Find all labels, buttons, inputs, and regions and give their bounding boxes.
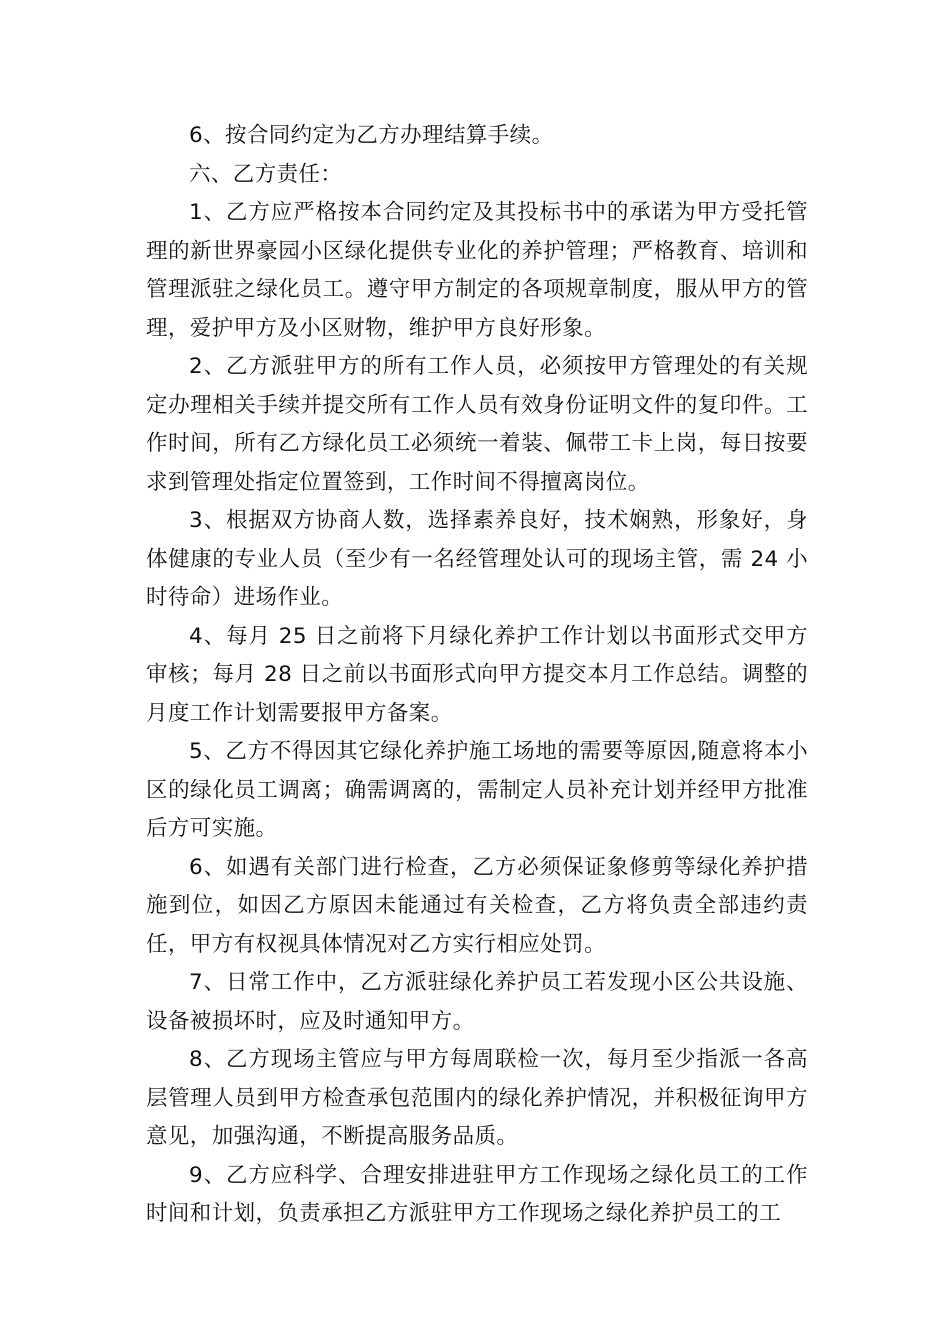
- clause-4-work-plan: 4、每月 25 日之前将下月绿化养护工作计划以书面形式交甲方审核；每月 28 日之前以书面形式向甲方提交本月工作总结。调整的月度工作计划需要报甲方备案。: [146, 623, 808, 726]
- clause-2-personnel: 2、乙方派驻甲方的所有工作人员，必须按甲方管理处的有关规定办理相关手续并提交所有工作人员有效身份证明文件的复印件。工作时间，所有乙方绿化员工必须统一着装、佩带工卡上岗，每日按要求到管理处指定位置签到，工作时间不得擅离岗位。: [146, 354, 808, 495]
- clause-3-staffing: 3、根据双方协商人数，选择素养良好，技术娴熟，形象好，身体健康的专业人员（至少有一名经管理处认可的现场主管，需 24 小时待命）进场作业。: [146, 508, 808, 610]
- clause-9-scheduling: 9、乙方应科学、合理安排进驻甲方工作现场之绿化员工的工作时间和计划，负责承担乙方派驻甲方工作现场之绿化养护员工的工: [146, 1162, 808, 1226]
- clause-6-settlement: 6、按合同约定为乙方办理结算手续。: [189, 123, 554, 148]
- clause-1-management: 1、乙方应严格按本合同约定及其投标书中的承诺为甲方受托管理的新世界豪园小区绿化提供专业化的养护管理；严格教育、培训和管理派驻之绿化员工。遵守甲方制定的各项规章制度，服从甲方的管理，爱护甲方及小区财物，维护甲方良好形象。: [146, 200, 808, 341]
- clause-8-joint-inspection: 8、乙方现场主管应与甲方每周联检一次，每月至少指派一各高层管理人员到甲方检查承包范围内的绿化养护情况，并积极征询甲方意见，加强沟通，不断提高服务品质。: [146, 1047, 808, 1149]
- section-heading-party-b-responsibilities: 六、乙方责任：: [189, 161, 343, 187]
- clause-6-inspection: 6、如遇有关部门进行检查，乙方必须保证象修剪等绿化养护措施到位，如因乙方原因未能通过有关检查，乙方将负责全部违约责任，甲方有权视具体情况对乙方实行相应处罚。: [146, 854, 808, 957]
- clause-5-transfer: 5、乙方不得因其它绿化养护施工场地的需要等原因,随意将本小区的绿化员工调离；确需调离的，需制定人员补充计划并经甲方批准后方可实施。: [146, 739, 808, 841]
- clause-7-facilities: 7、日常工作中，乙方派驻绿化养护员工若发现小区公共设施、设备被损坏时，应及时通知甲方。: [146, 970, 808, 1034]
- document-body: [146, 117, 808, 1234]
